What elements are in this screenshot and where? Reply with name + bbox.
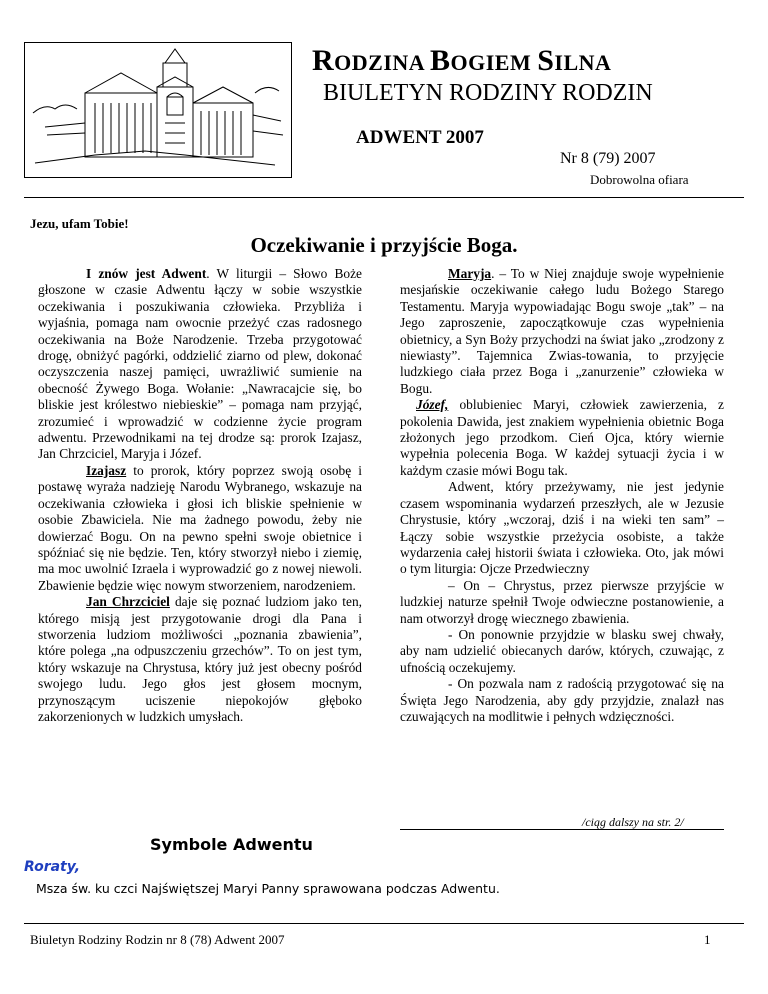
section-description: Msza św. ku czci Najświętszej Maryi Panny sprawowana podczas Adwentu. xyxy=(36,881,500,896)
page-number: 1 xyxy=(704,932,711,947)
section-title: Symbole Adwentu xyxy=(150,835,313,854)
church-drawing-icon xyxy=(25,43,291,177)
header-divider xyxy=(24,197,744,198)
continued-note: /ciąg dalszy na str. 2/ xyxy=(582,815,684,829)
paragraph-john: Jan Chrzciciel daje się poznać ludziom jako ten, którego misją jest przygotowanie drogi dla Pana i stworzenia ludziom możliwości „poznania zbawienia”, które polega „na odpuszczeniu grzechów”. To on jest tym, który wskazuje na Chrystusa, który już jest obecny pośród swojego ludu. Jego głos jest głosem mocnym, przynoszącym uciszenie niepokojów głęboko zakorzenionych w ludzkich umysłach. xyxy=(38,594,363,724)
price-note: Dobrowolna ofiara xyxy=(590,172,689,187)
paragraph-second-coming: - On ponownie przyjdzie w blasku swej chwały, aby nam udzielić obiecanych darów, których, czuwając, z ufnością oczekujemy. xyxy=(400,626,724,675)
footer-text: Biuletyn Rodziny Rodzin nr 8 (78) Adwent 2007 xyxy=(30,932,285,947)
paragraph-mary: Maryja. – To w Niej znajduje swoje wypełnienie mesjańskie oczekiwanie całego ludu Bożego Starego Testamentu. Maryja wypowiadając Bogu swoje „tak” – na Jego zaproszenie, zapoczątkowuje czas wypełnienia obietnicy, a Syn Boży przychodzi na świat jako „zrodzony z niewiasty”. Tajemnica Zwias-towania, to przyjęcie ludzkiego ciała przez Boga i „zanurzenie” człowieka w Bogu. xyxy=(400,266,724,396)
article-headline: Oczekiwanie i przyjście Boga. xyxy=(250,233,518,257)
section-subtitle: Roraty, xyxy=(24,859,81,875)
left-column xyxy=(38,266,362,725)
motto: Jezu, ufam Tobie! xyxy=(30,216,129,231)
publication-title: RODZINA BOGIEM SILNA xyxy=(312,44,612,77)
column-end-divider xyxy=(400,829,724,830)
paragraph-joseph: Józef, oblubieniec Maryi, człowiek zawierzenia, z pokolenia Dawida, jest znakiem wypełnienia obietnic Boga złożonych jego przodkom. Cień Ojca, który wiernie wypełnia polecenia Boga. W każdej sytuacji życia i w każdym czasie mówi Bogu tak. xyxy=(400,397,724,478)
publication-subtitle: BIULETYN RODZINY RODZIN xyxy=(323,80,653,106)
paragraph-advent-now: Adwent, który przeżywamy, nie jest jedynie czasem wspominania wydarzeń przeszłych, ale w Jezusie Chrystusie, który „wczoraj, dziś i na wieki ten sam” – Łączy sobie wszystkie przeżycia osobiste, a także wydarzenia całej historii świata i człowieka. Oto, jak mówi o tym liturgia: Ojcze Przedwieczny xyxy=(400,479,724,577)
paragraph-first-coming: – On – Chrystus, przez pierwsze przyjście w ludzkiej naturze spełnił Twoje odwieczne postanowienie, a nam otworzył drogę wiecznego zbawienia. xyxy=(400,577,724,626)
right-column xyxy=(400,266,724,725)
paragraph-isaiah: Izajasz to prorok, który poprzez swoją osobę i postawę wyraża nadzieję Narodu Wybranego, wskazuje na oczekiwania człowieka i głosi ich bliskie spełnienie w osobie Zbawiciela. Nie ma żadnego powodu, żeby nie dowierzać Bogu. On na pewno spełni swoje obietnice i spóźniać się nie będzie. Ten, który stworzył niebo i ziemię, ma moc uwolnić Izraela i wyprowadzić go z nowej niewoli. Zbawienie będzie więc nowym stworzeniem, narodzeniem. xyxy=(38,462,362,593)
paragraph-advent: I znów jest Adwent. W liturgii – Słowo Boże głoszone w czasie Adwentu łączy w sobie wszystkie oczekiwania i poszukiwania człowieka. Przybliża i wyjaśnia, pomaga nam owocnie przeżyć czas radosnego oczekiwania na Boże Narodzenie. Trzeba przygotować drogę, obniżyć pagórki, oddzielić ziarno od plew, dokonać oczyszczenia naszej pamięci, uwrażliwić sumienie na obecność Żywego Boga. Wołanie: „Nawracajcie się, bo bliskie jest królestwo niebieskie” – pomaga nam przyjąć, zrozumieć i wprowadzić w codzienne życie program adwentu. Przewodnikami na tej drodze są: prorok Izajasz, Jan Chrzciciel, Maryja i Józef. xyxy=(38,266,362,462)
issue-number: Nr 8 (79) 2007 xyxy=(560,150,656,167)
church-illustration xyxy=(24,42,292,178)
footer-divider xyxy=(24,923,744,924)
edition-label: ADWENT 2007 xyxy=(356,127,484,148)
paragraph-preparation: - On pozwala nam z radością przygotować się na Święta Jego Narodzenia, aby gdy przyjdzie, znalazł nas czuwających na modlitwie i pełnych wdzięczności. xyxy=(400,676,724,724)
